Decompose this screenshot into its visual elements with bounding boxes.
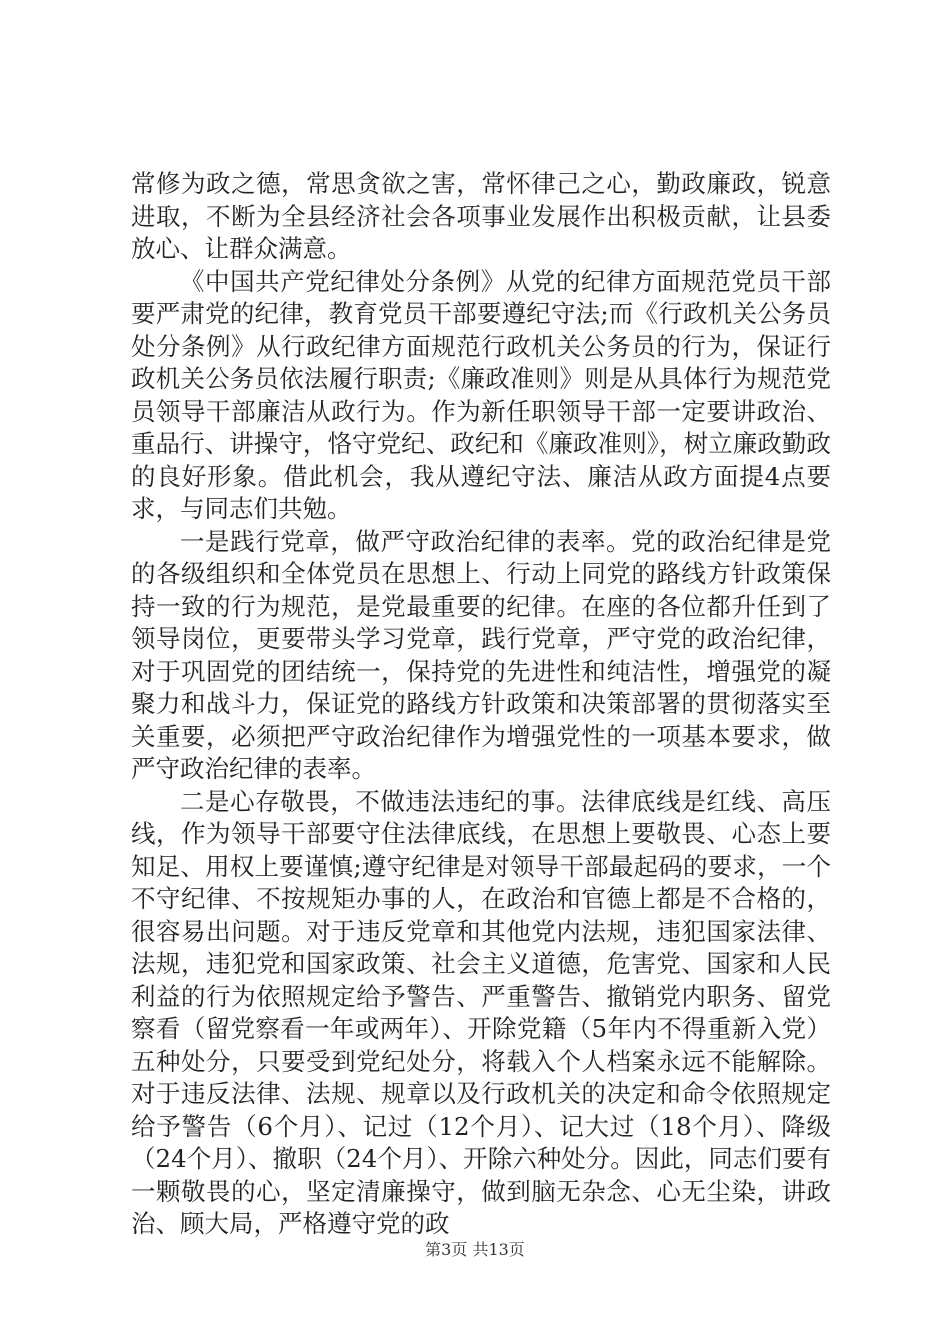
paragraph-regulations: 《中国共产党纪律处分条例》从党的纪律方面规范党员干部要严肃党的纪律，教育党员干部要遵纪守法;而《行政机关公务员处分条例》从行政纪律方面规范行政机关公务员的行为，保证行政机关公务员依法履行职责;《廉政准则》则是从具体行为规范党员领导干部廉洁从政行为。作为新任职领导干部一定要讲政治、重品行、讲操守，恪守党纪、政纪和《廉政准则》，树立廉政勤政的良好形象。借此机会，我从遵纪守法、廉洁从政方面提4点要求，与同志们共勉。 xyxy=(131,266,831,523)
paragraph-point-two: 二是心存敬畏，不做违法违纪的事。法律底线是红线、高压线，作为领导干部要守住法律底线，在思想上要敬畏、心态上要知足、用权上要谨慎;遵守纪律是对领导干部最起码的要求，一个不守纪律、不按规矩办事的人，在政治和官德上都是不合格的，很容易出问题。对于违反党章和其他党内法规，违犯国家法律、法规，违犯党和国家政策、社会主义道德，危害党、国家和人民利益的行为依照规定给予警告、严重警告、撤销党内职务、留党察看（留党察看一年或两年）、开除党籍（5年内不得重新入党）五种处分，只要受到党纪处分，将载入个人档案永远不能解除。对于违反法律、法规、规章以及行政机关的决定和命令依照规定给予警告（6个月）、记过（12个月）、记大过（18个月）、降级（24个月）、撤职（24个月）、开除六种处分。因此，同志们要有一颗敬畏的心，坚定清廉操守，做到脑无杂念、心无尘染，讲政治、顾大局，严格遵守党的政 xyxy=(131,786,831,1238)
paragraph-continuation: 常修为政之德，常思贪欲之害，常怀律己之心，勤政廉政，锐意进取，不断为全县经济社会各项事业发展作出积极贡献，让县委放心、让群众满意。 xyxy=(131,169,831,263)
paragraph-point-one: 一是践行党章，做严守政治纪律的表率。党的政治纪律是党的各级组织和全体党员在思想上、行动上同党的路线方针政策保持一致的行为规范，是党最重要的纪律。在座的各位都升任到了领导岗位，更要带头学习党章，践行党章，严守党的政治纪律，对于巩固党的团结统一，保持党的先进性和纯洁性，增强党的凝聚力和战斗力，保证党的路线方针政策和决策部署的贯彻落实至关重要，必须把严守政治纪律作为增强党性的一项基本要求，做严守政治纪律的表率。 xyxy=(131,526,831,783)
page-number-footer: 第3页 共13页 xyxy=(425,1240,525,1259)
document-body xyxy=(131,168,831,1241)
